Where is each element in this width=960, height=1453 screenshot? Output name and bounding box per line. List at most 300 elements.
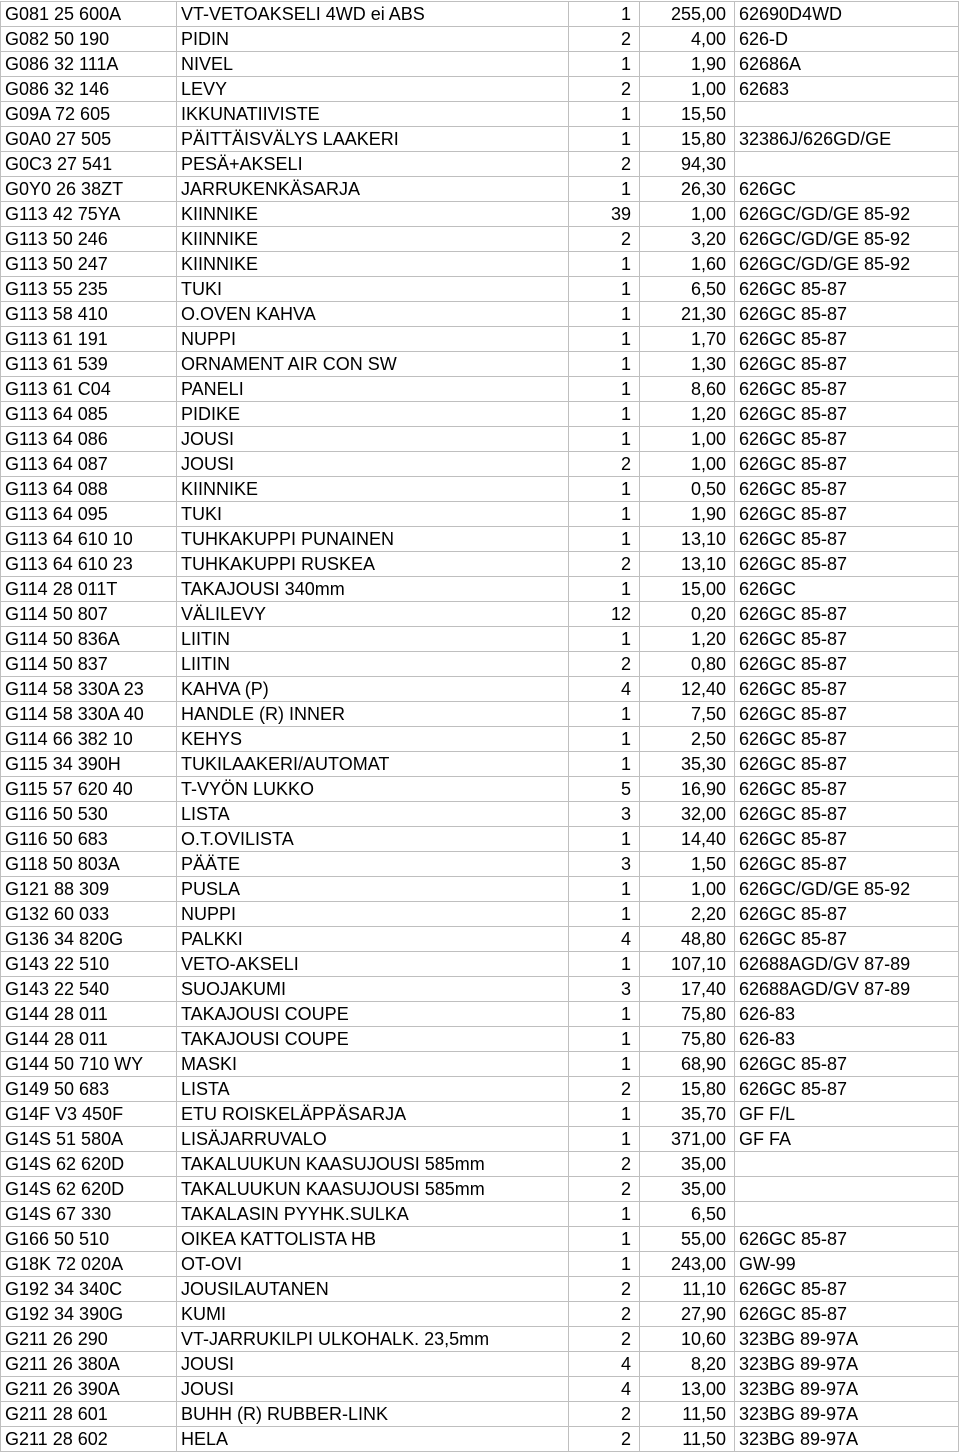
quantity-cell: 1 <box>569 702 640 727</box>
quantity-cell: 1 <box>569 1227 640 1252</box>
table-row <box>1 752 959 777</box>
price-cell: 11,50 <box>640 1427 735 1452</box>
model-cell: 626GC 85-87 <box>735 677 959 702</box>
table-row <box>1 1127 959 1152</box>
part-name-cell: TUHKAKUPPI PUNAINEN <box>177 527 569 552</box>
model-cell: 626GC 85-87 <box>735 1052 959 1077</box>
part-code-cell: G211 26 390A <box>1 1377 177 1402</box>
quantity-cell: 1 <box>569 1027 640 1052</box>
table-row <box>1 1402 959 1427</box>
model-cell: 626GC/GD/GE 85-92 <box>735 227 959 252</box>
table-row <box>1 102 959 127</box>
model-cell: 626GC 85-87 <box>735 802 959 827</box>
price-cell: 35,30 <box>640 752 735 777</box>
part-name-cell: SUOJAKUMI <box>177 977 569 1002</box>
price-cell: 32,00 <box>640 802 735 827</box>
quantity-cell: 1 <box>569 277 640 302</box>
model-cell: 323BG 89-97A <box>735 1427 959 1452</box>
table-row <box>1 1252 959 1277</box>
part-code-cell: G114 50 807 <box>1 602 177 627</box>
table-row <box>1 1302 959 1327</box>
table-row <box>1 652 959 677</box>
part-name-cell: KIINNIKE <box>177 227 569 252</box>
part-name-cell: KIINNIKE <box>177 252 569 277</box>
part-code-cell: G144 50 710 WY <box>1 1052 177 1077</box>
model-cell: 626GC 85-87 <box>735 1302 959 1327</box>
part-name-cell: TUKI <box>177 502 569 527</box>
quantity-cell: 2 <box>569 152 640 177</box>
table-row <box>1 727 959 752</box>
price-cell: 2,50 <box>640 727 735 752</box>
model-cell: 626GC <box>735 177 959 202</box>
model-cell: 323BG 89-97A <box>735 1402 959 1427</box>
part-name-cell: TUKI <box>177 277 569 302</box>
table-row <box>1 477 959 502</box>
part-code-cell: G0Y0 26 38ZT <box>1 177 177 202</box>
price-cell: 15,50 <box>640 102 735 127</box>
price-cell: 1,00 <box>640 202 735 227</box>
price-cell: 35,70 <box>640 1102 735 1127</box>
quantity-cell: 1 <box>569 302 640 327</box>
price-cell: 0,50 <box>640 477 735 502</box>
model-cell: 626GC 85-87 <box>735 1227 959 1252</box>
price-cell: 15,80 <box>640 1077 735 1102</box>
part-code-cell: G14S 62 620D <box>1 1152 177 1177</box>
part-name-cell: OT-OVI <box>177 1252 569 1277</box>
part-name-cell: KUMI <box>177 1302 569 1327</box>
part-code-cell: G136 34 820G <box>1 927 177 952</box>
model-cell: GF FA <box>735 1127 959 1152</box>
price-cell: 75,80 <box>640 1027 735 1052</box>
part-name-cell: O.OVEN KAHVA <box>177 302 569 327</box>
part-name-cell: TAKALUUKUN KAASUJOUSI 585mm <box>177 1177 569 1202</box>
part-name-cell: HELA <box>177 1427 569 1452</box>
quantity-cell: 1 <box>569 827 640 852</box>
quantity-cell: 1 <box>569 902 640 927</box>
part-code-cell: G114 28 011T <box>1 577 177 602</box>
part-code-cell: G211 26 290 <box>1 1327 177 1352</box>
table-row <box>1 302 959 327</box>
table-row <box>1 252 959 277</box>
table-row <box>1 77 959 102</box>
parts-table-body <box>1 2 959 1452</box>
part-name-cell: LIITIN <box>177 627 569 652</box>
part-name-cell: OIKEA KATTOLISTA HB <box>177 1227 569 1252</box>
model-cell: 626GC 85-87 <box>735 302 959 327</box>
part-code-cell: G211 28 601 <box>1 1402 177 1427</box>
part-code-cell: G113 55 235 <box>1 277 177 302</box>
model-cell: 626GC 85-87 <box>735 652 959 677</box>
quantity-cell: 2 <box>569 1427 640 1452</box>
part-name-cell: O.T.OVILISTA <box>177 827 569 852</box>
price-cell: 0,20 <box>640 602 735 627</box>
part-code-cell: G114 58 330A 23 <box>1 677 177 702</box>
quantity-cell: 1 <box>569 627 640 652</box>
part-name-cell: PIDIN <box>177 27 569 52</box>
part-name-cell: IKKUNATIIVISTE <box>177 102 569 127</box>
model-cell: 62683 <box>735 77 959 102</box>
price-cell: 1,50 <box>640 852 735 877</box>
quantity-cell: 3 <box>569 852 640 877</box>
part-code-cell: G144 28 011 <box>1 1002 177 1027</box>
model-cell: 626GC 85-87 <box>735 427 959 452</box>
table-row <box>1 1377 959 1402</box>
price-cell: 8,60 <box>640 377 735 402</box>
part-code-cell: G114 50 836A <box>1 627 177 652</box>
price-cell: 1,20 <box>640 627 735 652</box>
part-code-cell: G144 28 011 <box>1 1027 177 1052</box>
part-name-cell: NUPPI <box>177 327 569 352</box>
model-cell: 62690D4WD <box>735 2 959 27</box>
model-cell: 626GC 85-87 <box>735 277 959 302</box>
quantity-cell: 2 <box>569 1277 640 1302</box>
part-code-cell: G143 22 540 <box>1 977 177 1002</box>
quantity-cell: 2 <box>569 1327 640 1352</box>
quantity-cell: 1 <box>569 752 640 777</box>
model-cell: 626-D <box>735 27 959 52</box>
quantity-cell: 12 <box>569 602 640 627</box>
price-cell: 1,70 <box>640 327 735 352</box>
price-cell: 243,00 <box>640 1252 735 1277</box>
model-cell: 626GC 85-87 <box>735 727 959 752</box>
model-cell: 626GC 85-87 <box>735 327 959 352</box>
part-name-cell: TUHKAKUPPI RUSKEA <box>177 552 569 577</box>
part-code-cell: G113 64 085 <box>1 402 177 427</box>
table-row <box>1 852 959 877</box>
model-cell: 626GC 85-87 <box>735 752 959 777</box>
quantity-cell: 4 <box>569 1352 640 1377</box>
parts-table <box>0 1 959 1452</box>
quantity-cell: 2 <box>569 1302 640 1327</box>
model-cell: 62686A <box>735 52 959 77</box>
quantity-cell: 1 <box>569 2 640 27</box>
part-name-cell: LISTA <box>177 802 569 827</box>
model-cell: 626GC 85-87 <box>735 702 959 727</box>
part-code-cell: G113 64 087 <box>1 452 177 477</box>
quantity-cell: 1 <box>569 527 640 552</box>
price-cell: 1,30 <box>640 352 735 377</box>
price-cell: 55,00 <box>640 1227 735 1252</box>
price-cell: 1,00 <box>640 427 735 452</box>
table-row <box>1 927 959 952</box>
part-name-cell: NUPPI <box>177 902 569 927</box>
part-name-cell: PESÄ+AKSELI <box>177 152 569 177</box>
part-code-cell: G113 64 086 <box>1 427 177 452</box>
part-name-cell: TAKAJOUSI COUPE <box>177 1002 569 1027</box>
model-cell: 626GC 85-87 <box>735 927 959 952</box>
quantity-cell: 1 <box>569 727 640 752</box>
part-name-cell: ORNAMENT AIR CON SW <box>177 352 569 377</box>
part-name-cell: VÄLILEVY <box>177 602 569 627</box>
price-cell: 17,40 <box>640 977 735 1002</box>
quantity-cell: 4 <box>569 677 640 702</box>
part-name-cell: LIITIN <box>177 652 569 677</box>
quantity-cell: 1 <box>569 327 640 352</box>
table-row <box>1 352 959 377</box>
model-cell <box>735 152 959 177</box>
quantity-cell: 1 <box>569 252 640 277</box>
price-cell: 2,20 <box>640 902 735 927</box>
price-cell: 6,50 <box>640 1202 735 1227</box>
table-row <box>1 977 959 1002</box>
quantity-cell: 1 <box>569 877 640 902</box>
table-row <box>1 952 959 977</box>
model-cell <box>735 1152 959 1177</box>
model-cell <box>735 1177 959 1202</box>
part-name-cell: ETU ROISKELÄPPÄSARJA <box>177 1102 569 1127</box>
model-cell: 323BG 89-97A <box>735 1352 959 1377</box>
price-cell: 8,20 <box>640 1352 735 1377</box>
price-cell: 1,00 <box>640 77 735 102</box>
table-row <box>1 677 959 702</box>
table-row <box>1 902 959 927</box>
quantity-cell: 1 <box>569 52 640 77</box>
model-cell: 62688AGD/GV 87-89 <box>735 952 959 977</box>
part-code-cell: G192 34 340C <box>1 1277 177 1302</box>
part-code-cell: G116 50 530 <box>1 802 177 827</box>
model-cell: 323BG 89-97A <box>735 1327 959 1352</box>
quantity-cell: 1 <box>569 102 640 127</box>
price-cell: 371,00 <box>640 1127 735 1152</box>
quantity-cell: 1 <box>569 1102 640 1127</box>
part-code-cell: G113 64 095 <box>1 502 177 527</box>
price-cell: 3,20 <box>640 227 735 252</box>
part-code-cell: G14F V3 450F <box>1 1102 177 1127</box>
model-cell: 32386J/626GD/GE <box>735 127 959 152</box>
table-row <box>1 402 959 427</box>
part-code-cell: G113 64 610 23 <box>1 552 177 577</box>
table-row <box>1 1427 959 1452</box>
part-code-cell: G143 22 510 <box>1 952 177 977</box>
table-row <box>1 277 959 302</box>
price-cell: 35,00 <box>640 1152 735 1177</box>
part-name-cell: PÄÄTE <box>177 852 569 877</box>
price-cell: 13,10 <box>640 527 735 552</box>
price-cell: 1,60 <box>640 252 735 277</box>
part-code-cell: G192 34 390G <box>1 1302 177 1327</box>
part-code-cell: G086 32 111A <box>1 52 177 77</box>
price-cell: 15,80 <box>640 127 735 152</box>
part-name-cell: TUKILAAKERI/AUTOMAT <box>177 752 569 777</box>
table-row <box>1 1102 959 1127</box>
part-name-cell: JOUSI <box>177 1352 569 1377</box>
part-name-cell: LEVY <box>177 77 569 102</box>
part-code-cell: G114 66 382 10 <box>1 727 177 752</box>
price-cell: 11,10 <box>640 1277 735 1302</box>
part-name-cell: HANDLE (R) INNER <box>177 702 569 727</box>
part-code-cell: G211 26 380A <box>1 1352 177 1377</box>
price-cell: 0,80 <box>640 652 735 677</box>
part-code-cell: G113 58 410 <box>1 302 177 327</box>
part-name-cell: NIVEL <box>177 52 569 77</box>
part-name-cell: KAHVA (P) <box>177 677 569 702</box>
quantity-cell: 2 <box>569 452 640 477</box>
table-row <box>1 702 959 727</box>
table-row <box>1 202 959 227</box>
price-cell: 10,60 <box>640 1327 735 1352</box>
price-cell: 94,30 <box>640 152 735 177</box>
table-row <box>1 327 959 352</box>
price-cell: 255,00 <box>640 2 735 27</box>
price-cell: 1,90 <box>640 502 735 527</box>
part-code-cell: G132 60 033 <box>1 902 177 927</box>
part-code-cell: G115 34 390H <box>1 752 177 777</box>
quantity-cell: 1 <box>569 952 640 977</box>
quantity-cell: 4 <box>569 927 640 952</box>
model-cell: 626-83 <box>735 1002 959 1027</box>
table-row <box>1 1027 959 1052</box>
model-cell: 323BG 89-97A <box>735 1377 959 1402</box>
table-row <box>1 1202 959 1227</box>
table-row <box>1 427 959 452</box>
model-cell: 626GC 85-87 <box>735 352 959 377</box>
quantity-cell: 1 <box>569 402 640 427</box>
model-cell: 626GC 85-87 <box>735 1077 959 1102</box>
part-code-cell: G086 32 146 <box>1 77 177 102</box>
model-cell: 62688AGD/GV 87-89 <box>735 977 959 1002</box>
table-row <box>1 152 959 177</box>
model-cell <box>735 1202 959 1227</box>
part-code-cell: G118 50 803A <box>1 852 177 877</box>
quantity-cell: 2 <box>569 227 640 252</box>
part-name-cell: TAKALUUKUN KAASUJOUSI 585mm <box>177 1152 569 1177</box>
price-cell: 48,80 <box>640 927 735 952</box>
table-row <box>1 1327 959 1352</box>
quantity-cell: 2 <box>569 27 640 52</box>
price-cell: 6,50 <box>640 277 735 302</box>
price-cell: 1,00 <box>640 452 735 477</box>
price-cell: 14,40 <box>640 827 735 852</box>
table-row <box>1 552 959 577</box>
table-row <box>1 377 959 402</box>
part-code-cell: G114 58 330A 40 <box>1 702 177 727</box>
price-cell: 1,20 <box>640 402 735 427</box>
table-row <box>1 502 959 527</box>
model-cell: 626GC <box>735 577 959 602</box>
table-row <box>1 227 959 252</box>
model-cell: 626GC 85-87 <box>735 1277 959 1302</box>
part-name-cell: MASKI <box>177 1052 569 1077</box>
model-cell: 626GC 85-87 <box>735 402 959 427</box>
price-cell: 1,90 <box>640 52 735 77</box>
part-code-cell: G121 88 309 <box>1 877 177 902</box>
table-row <box>1 777 959 802</box>
table-row <box>1 877 959 902</box>
part-name-cell: VT-JARRUKILPI ULKOHALK. 23,5mm <box>177 1327 569 1352</box>
price-cell: 68,90 <box>640 1052 735 1077</box>
price-cell: 13,10 <box>640 552 735 577</box>
table-row <box>1 1052 959 1077</box>
table-row <box>1 27 959 52</box>
quantity-cell: 2 <box>569 1152 640 1177</box>
quantity-cell: 5 <box>569 777 640 802</box>
part-name-cell: LISÄJARRUVALO <box>177 1127 569 1152</box>
part-code-cell: G09A 72 605 <box>1 102 177 127</box>
table-row <box>1 1227 959 1252</box>
model-cell: 626-83 <box>735 1027 959 1052</box>
parts-list-sheet <box>0 1 960 1453</box>
part-name-cell: KEHYS <box>177 727 569 752</box>
quantity-cell: 1 <box>569 177 640 202</box>
part-name-cell: LISTA <box>177 1077 569 1102</box>
part-code-cell: G081 25 600A <box>1 2 177 27</box>
part-name-cell: VT-VETOAKSELI 4WD ei ABS <box>177 2 569 27</box>
model-cell: 626GC 85-87 <box>735 527 959 552</box>
part-name-cell: JOUSI <box>177 452 569 477</box>
part-name-cell: BUHH (R) RUBBER-LINK <box>177 1402 569 1427</box>
quantity-cell: 4 <box>569 1377 640 1402</box>
part-name-cell: JOUSI <box>177 1377 569 1402</box>
price-cell: 107,10 <box>640 952 735 977</box>
part-code-cell: G113 61 C04 <box>1 377 177 402</box>
table-row <box>1 627 959 652</box>
quantity-cell: 1 <box>569 477 640 502</box>
quantity-cell: 1 <box>569 1127 640 1152</box>
price-cell: 27,90 <box>640 1302 735 1327</box>
part-code-cell: G14S 62 620D <box>1 1177 177 1202</box>
model-cell: 626GC/GD/GE 85-92 <box>735 877 959 902</box>
quantity-cell: 1 <box>569 502 640 527</box>
quantity-cell: 1 <box>569 1252 640 1277</box>
part-code-cell: G113 50 246 <box>1 227 177 252</box>
price-cell: 11,50 <box>640 1402 735 1427</box>
model-cell: 626GC 85-87 <box>735 827 959 852</box>
table-row <box>1 1077 959 1102</box>
table-row <box>1 1177 959 1202</box>
part-code-cell: G113 61 191 <box>1 327 177 352</box>
model-cell: 626GC 85-87 <box>735 452 959 477</box>
model-cell: 626GC 85-87 <box>735 377 959 402</box>
quantity-cell: 1 <box>569 577 640 602</box>
table-row <box>1 1002 959 1027</box>
table-row <box>1 827 959 852</box>
quantity-cell: 1 <box>569 1052 640 1077</box>
price-cell: 1,00 <box>640 877 735 902</box>
part-code-cell: G115 57 620 40 <box>1 777 177 802</box>
model-cell: 626GC/GD/GE 85-92 <box>735 202 959 227</box>
price-cell: 13,00 <box>640 1377 735 1402</box>
price-cell: 26,30 <box>640 177 735 202</box>
model-cell: GF F/L <box>735 1102 959 1127</box>
model-cell <box>735 102 959 127</box>
price-cell: 21,30 <box>640 302 735 327</box>
part-code-cell: G082 50 190 <box>1 27 177 52</box>
model-cell: 626GC 85-87 <box>735 852 959 877</box>
quantity-cell: 3 <box>569 977 640 1002</box>
part-code-cell: G114 50 837 <box>1 652 177 677</box>
part-code-cell: G113 64 610 10 <box>1 527 177 552</box>
part-code-cell: G113 50 247 <box>1 252 177 277</box>
quantity-cell: 39 <box>569 202 640 227</box>
part-code-cell: G113 61 539 <box>1 352 177 377</box>
model-cell: 626GC 85-87 <box>735 602 959 627</box>
price-cell: 15,00 <box>640 577 735 602</box>
price-cell: 12,40 <box>640 677 735 702</box>
quantity-cell: 1 <box>569 1202 640 1227</box>
part-code-cell: G211 28 602 <box>1 1427 177 1452</box>
quantity-cell: 1 <box>569 127 640 152</box>
part-code-cell: G113 64 088 <box>1 477 177 502</box>
part-name-cell: PUSLA <box>177 877 569 902</box>
part-name-cell: TAKALASIN PYYHK.SULKA <box>177 1202 569 1227</box>
part-code-cell: G14S 51 580A <box>1 1127 177 1152</box>
part-name-cell: KIINNIKE <box>177 202 569 227</box>
part-code-cell: G14S 67 330 <box>1 1202 177 1227</box>
price-cell: 7,50 <box>640 702 735 727</box>
part-code-cell: G0A0 27 505 <box>1 127 177 152</box>
quantity-cell: 2 <box>569 652 640 677</box>
part-name-cell: PIDIKE <box>177 402 569 427</box>
